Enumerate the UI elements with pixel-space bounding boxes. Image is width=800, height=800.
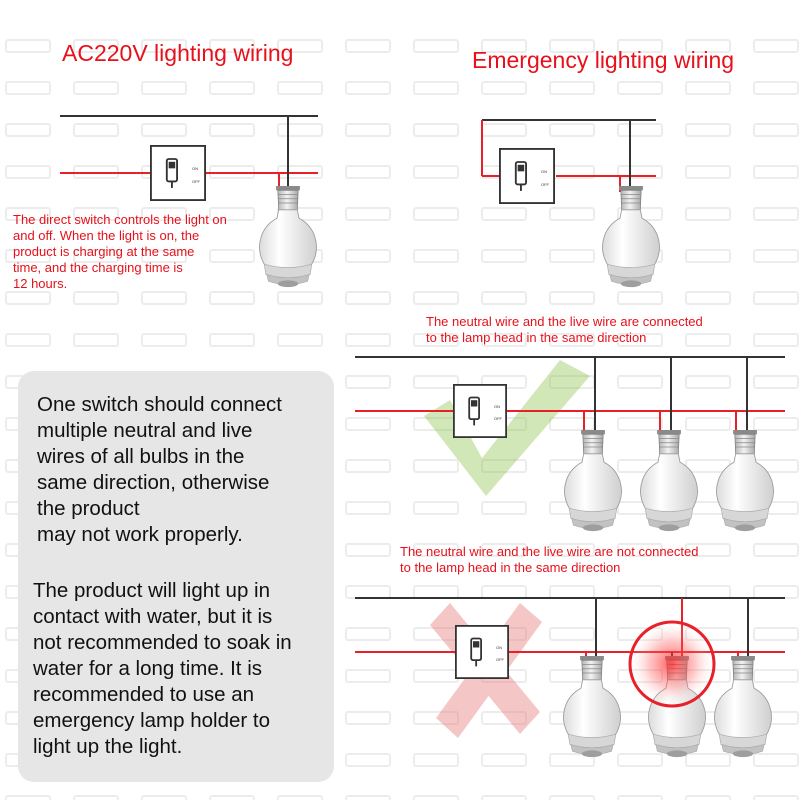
watermark-mark <box>6 796 50 800</box>
watermark-mark <box>482 208 526 220</box>
watermark-mark <box>6 82 50 94</box>
watermark-mark <box>550 250 594 262</box>
watermark-mark <box>346 670 390 682</box>
note-line: The direct switch controls the light on <box>13 212 227 227</box>
watermark-mark <box>686 124 730 136</box>
watermark-mark <box>754 166 798 178</box>
watermark-mark <box>482 292 526 304</box>
light-bulb-icon <box>260 186 317 287</box>
watermark-mark <box>346 334 390 346</box>
watermark-mark <box>346 460 390 472</box>
watermark-mark <box>686 166 730 178</box>
watermark-mark <box>414 250 458 262</box>
light-bulb-icon <box>564 656 621 757</box>
switch-off-label: OFF <box>541 182 549 187</box>
info-line: One switch should connect <box>37 393 282 416</box>
watermark-mark <box>754 670 798 682</box>
watermark-mark <box>686 754 730 766</box>
watermark-mark <box>142 124 186 136</box>
not-same-direction-caption <box>400 544 698 576</box>
watermark-mark <box>550 208 594 220</box>
watermark-mark <box>550 292 594 304</box>
watermark-mark <box>686 418 730 430</box>
ac220v-title: AC220V lighting wiring <box>62 40 294 66</box>
correct-wiring-diagram <box>355 357 785 531</box>
watermark-mark <box>686 208 730 220</box>
watermark-mark <box>74 124 118 136</box>
watermark-mark <box>6 40 50 52</box>
watermark-mark <box>346 82 390 94</box>
light-switch-icon <box>500 149 554 203</box>
watermark-mark <box>278 334 322 346</box>
light-switch-icon <box>454 385 506 437</box>
watermark-mark <box>414 208 458 220</box>
watermark-mark <box>278 292 322 304</box>
watermark-mark <box>686 796 730 800</box>
watermark-mark <box>74 292 118 304</box>
caption-line: to the lamp head in the same direction <box>426 330 647 345</box>
caption-line: The neutral wire and the live wire are not connected <box>400 544 699 559</box>
watermark-mark <box>618 292 662 304</box>
info-paragraph-1 <box>37 392 282 548</box>
watermark-mark <box>414 670 458 682</box>
watermark-mark <box>74 82 118 94</box>
watermark-mark <box>754 628 798 640</box>
watermark-mark <box>414 40 458 52</box>
watermark-mark <box>210 334 254 346</box>
watermark-mark <box>686 376 730 388</box>
info-line: emergency lamp holder to <box>33 709 271 732</box>
watermark-mark <box>754 208 798 220</box>
watermark-mark <box>414 292 458 304</box>
watermark-mark <box>754 250 798 262</box>
watermark-mark <box>346 712 390 724</box>
light-bulb-icon <box>715 656 772 757</box>
watermark-mark <box>754 124 798 136</box>
caption-line: The neutral wire and the live wire are connected <box>426 314 703 329</box>
light-bulb-icon <box>565 430 622 531</box>
fault-circle-icon <box>630 622 714 706</box>
watermark-mark <box>346 502 390 514</box>
watermark-mark <box>142 334 186 346</box>
watermark-mark <box>754 796 798 800</box>
watermark-mark <box>618 82 662 94</box>
watermark-mark <box>618 376 662 388</box>
watermark-mark <box>550 796 594 800</box>
watermark-mark <box>482 502 526 514</box>
watermark-mark <box>142 82 186 94</box>
watermark-mark <box>346 586 390 598</box>
watermark-mark <box>346 754 390 766</box>
watermark-mark <box>74 334 118 346</box>
watermark-mark <box>278 124 322 136</box>
watermark-mark <box>6 124 50 136</box>
same-direction-caption <box>426 314 703 346</box>
watermark-mark <box>346 292 390 304</box>
watermark-mark <box>686 292 730 304</box>
watermark-mark <box>414 82 458 94</box>
note-line: time, and the charging time is <box>13 260 183 275</box>
switch-on-label: ON <box>192 166 198 171</box>
watermark-mark <box>6 166 50 178</box>
watermark-mark <box>346 124 390 136</box>
info-line: multiple neutral and live <box>37 419 253 442</box>
watermark-mark <box>414 166 458 178</box>
watermark-mark <box>278 82 322 94</box>
watermark-mark <box>550 418 594 430</box>
watermark-mark <box>618 586 662 598</box>
emergency-title: Emergency lighting wiring <box>472 47 735 73</box>
watermark-mark <box>550 628 594 640</box>
note-line: and off. When the light is on, the <box>13 228 200 243</box>
incorrect-wiring-diagram <box>355 598 785 757</box>
watermark-mark <box>346 544 390 556</box>
watermark-mark <box>754 82 798 94</box>
watermark-mark <box>6 334 50 346</box>
watermark-mark <box>482 796 526 800</box>
switch-on-label: ON <box>494 404 500 409</box>
watermark-mark <box>346 40 390 52</box>
switch-off-label: OFF <box>496 657 504 662</box>
info-line: light up the light. <box>33 735 183 758</box>
watermark-mark <box>346 376 390 388</box>
watermark-mark <box>414 124 458 136</box>
watermark-mark <box>210 796 254 800</box>
caption-line: to the lamp head in the same direction <box>400 560 621 575</box>
switch-on-label: ON <box>541 169 547 174</box>
watermark-mark <box>686 82 730 94</box>
light-switch-icon <box>456 626 508 678</box>
watermark-mark <box>346 628 390 640</box>
info-line: same direction, otherwise <box>37 471 270 494</box>
watermark-mark <box>482 124 526 136</box>
watermark-mark <box>754 586 798 598</box>
watermark-mark <box>346 250 390 262</box>
watermark-mark <box>686 586 730 598</box>
watermark-mark <box>618 124 662 136</box>
watermark-mark <box>754 754 798 766</box>
info-line: The product will light up in <box>33 579 271 602</box>
info-paragraph-2 <box>33 578 292 760</box>
watermark-mark <box>754 418 798 430</box>
watermark-mark <box>754 334 798 346</box>
watermark-mark <box>346 418 390 430</box>
watermark-mark <box>482 754 526 766</box>
watermark-mark <box>210 124 254 136</box>
info-line: may not work properly. <box>37 523 243 546</box>
watermark-mark <box>346 166 390 178</box>
ac220v-note <box>13 212 227 292</box>
switch-off-label: OFF <box>494 416 502 421</box>
watermark-mark <box>618 796 662 800</box>
watermark-mark <box>346 208 390 220</box>
watermark-mark <box>754 292 798 304</box>
watermark-mark <box>618 418 662 430</box>
note-line: 12 hours. <box>13 276 68 291</box>
watermark-mark <box>414 502 458 514</box>
watermark-mark <box>550 586 594 598</box>
watermark-mark <box>210 82 254 94</box>
info-line: recommended to use an <box>33 683 255 706</box>
light-switch-icon <box>151 146 205 200</box>
info-line: contact with water, but it is <box>33 605 273 628</box>
watermark-mark <box>414 796 458 800</box>
watermark-mark <box>550 82 594 94</box>
watermark-mark <box>414 460 458 472</box>
info-line: wires of all bulbs in the <box>37 445 245 468</box>
note-line: product is charging at the same <box>13 244 195 259</box>
watermark-mark <box>618 754 662 766</box>
watermark-mark <box>686 250 730 262</box>
watermark-mark <box>482 82 526 94</box>
watermark-mark <box>414 754 458 766</box>
watermark-mark <box>74 796 118 800</box>
info-line: the product <box>37 497 140 520</box>
watermark-mark <box>754 544 798 556</box>
watermark-mark <box>142 796 186 800</box>
watermark-mark <box>142 292 186 304</box>
watermark-mark <box>346 796 390 800</box>
light-bulb-icon <box>641 430 698 531</box>
watermark-mark <box>482 250 526 262</box>
watermark-mark <box>686 460 730 472</box>
watermark-mark <box>6 292 50 304</box>
watermark-mark <box>550 124 594 136</box>
light-bulb-icon <box>717 430 774 531</box>
watermark-mark <box>210 292 254 304</box>
light-bulb-icon <box>603 186 660 287</box>
watermark-mark <box>754 376 798 388</box>
watermark-mark <box>482 586 526 598</box>
watermark-mark <box>754 40 798 52</box>
switch-off-label: OFF <box>192 179 200 184</box>
info-line: not recommended to soak in <box>33 631 292 654</box>
info-line: water for a long time. It is <box>33 657 263 680</box>
watermark-mark <box>278 796 322 800</box>
switch-on-label: ON <box>496 645 502 650</box>
watermark-mark <box>414 586 458 598</box>
watermark-mark <box>414 376 458 388</box>
